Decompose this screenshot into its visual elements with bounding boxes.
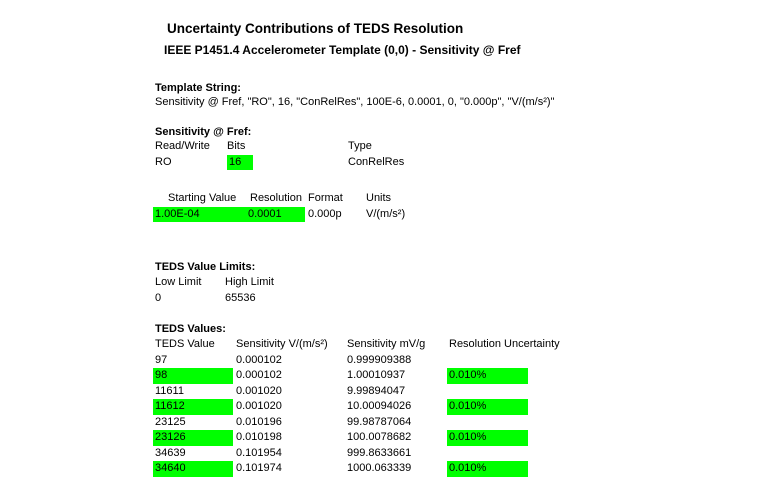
sensitivity-mvg-cell: 999.8633661 bbox=[347, 446, 412, 459]
col-read-write: Read/Write bbox=[155, 140, 210, 152]
col-teds-value: TEDS Value bbox=[155, 338, 215, 350]
sensitivity-heading: Sensitivity @ Fref: bbox=[155, 126, 252, 138]
teds-value-cell: 23125 bbox=[155, 415, 186, 428]
sensitivity-mvg-cell: 1000.063339 bbox=[347, 462, 412, 474]
template-string-heading: Template String: bbox=[155, 82, 241, 94]
teds-value-cell-highlighted: 98 bbox=[153, 368, 233, 384]
limits-heading: TEDS Value Limits: bbox=[155, 261, 256, 273]
high-limit-value: 65536 bbox=[225, 291, 256, 304]
type-value: ConRelRes bbox=[348, 155, 405, 168]
sensitivity-mvg-cell: 99.98787064 bbox=[347, 415, 412, 428]
resolution-table bbox=[153, 191, 473, 222]
limits-value-row bbox=[155, 291, 355, 307]
sensitivity-mvg-cell: 10.00094026 bbox=[347, 400, 412, 412]
limits-header-row bbox=[155, 275, 355, 291]
starting-value: 1.00E-04 bbox=[155, 207, 200, 220]
sensitivity-mvg-cell: 9.99894047 bbox=[347, 384, 406, 397]
col-bits: Bits bbox=[227, 140, 246, 152]
teds-values-heading: TEDS Values: bbox=[155, 323, 226, 335]
sensitivity-si-cell: 0.010198 bbox=[236, 431, 282, 443]
sensitivity-mvg-cell: 0.999909388 bbox=[347, 353, 412, 366]
col-high-limit: High Limit bbox=[225, 276, 274, 288]
table-row bbox=[153, 415, 623, 431]
col-format: Format bbox=[308, 192, 343, 204]
sensitivity-si-cell: 0.001020 bbox=[236, 400, 282, 412]
sensitivity-si-cell: 0.001020 bbox=[236, 384, 282, 397]
teds-value-cell: 34639 bbox=[155, 446, 186, 459]
sensitivity-si-cell: 0.000102 bbox=[236, 369, 282, 381]
uncertainty-cell-highlighted: 0.010% bbox=[447, 430, 528, 446]
col-low-limit: Low Limit bbox=[155, 276, 202, 288]
resolution-value: 0.0001 bbox=[248, 207, 282, 220]
teds-value-cell: 97 bbox=[155, 353, 168, 366]
template-string-value: Sensitivity @ Fref, "RO", 16, "ConRelRes", 100E-6, 0.0001, 0, "0.000p", "V/(m/s²)" bbox=[155, 96, 555, 108]
sensitivity-table bbox=[155, 139, 475, 170]
resolution-header-row bbox=[153, 191, 473, 207]
col-starting-value: Starting Value bbox=[168, 192, 237, 204]
teds-value-cell-highlighted: 34640 bbox=[153, 461, 233, 477]
table-row bbox=[153, 384, 623, 400]
sensitivity-si-cell: 0.101954 bbox=[236, 446, 282, 459]
low-limit-value: 0 bbox=[155, 291, 162, 304]
resolution-value-row bbox=[153, 207, 473, 223]
table-row bbox=[153, 353, 623, 369]
teds-value-cell: 11611 bbox=[155, 384, 184, 397]
sensitivity-mvg-cell: 100.0078682 bbox=[347, 431, 412, 443]
sensitivity-value-row bbox=[155, 155, 475, 171]
uncertainty-cell-highlighted: 0.010% bbox=[447, 461, 528, 477]
uncertainty-cell-highlighted: 0.010% bbox=[447, 399, 528, 415]
sensitivity-si-cell: 0.000102 bbox=[236, 353, 282, 366]
format-value: 0.000p bbox=[308, 207, 342, 220]
table-row bbox=[153, 399, 623, 415]
page-subtitle: IEEE P1451.4 Accelerometer Template (0,0) - Sensitivity @ Fref bbox=[164, 43, 521, 57]
bits-value-highlighted: 16 bbox=[227, 155, 253, 171]
sensitivity-mvg-cell: 1.00010937 bbox=[347, 369, 406, 381]
table-row bbox=[153, 430, 623, 446]
table-row bbox=[153, 461, 623, 477]
page-title: Uncertainty Contributions of TEDS Resolution bbox=[167, 21, 464, 36]
col-sensitivity-si: Sensitivity V/(m/s²) bbox=[236, 338, 328, 350]
sensitivity-header-row bbox=[155, 139, 475, 155]
sensitivity-si-cell: 0.010196 bbox=[236, 415, 282, 428]
table-row bbox=[153, 446, 623, 462]
teds-values-header-row bbox=[153, 337, 623, 353]
col-units: Units bbox=[366, 192, 392, 204]
teds-value-cell-highlighted: 11612 bbox=[153, 399, 233, 415]
col-resolution: Resolution bbox=[250, 192, 302, 204]
teds-value-cell-highlighted: 23126 bbox=[153, 430, 233, 446]
uncertainty-cell-highlighted: 0.010% bbox=[447, 368, 528, 384]
col-resolution-uncertainty: Resolution Uncertainty bbox=[449, 338, 560, 350]
units-value: V/(m/s²) bbox=[366, 207, 406, 220]
teds-values-table bbox=[153, 337, 623, 477]
limits-table bbox=[155, 275, 355, 306]
col-sensitivity-mvg: Sensitivity mV/g bbox=[347, 338, 426, 350]
read-write-value: RO bbox=[155, 155, 172, 168]
col-type: Type bbox=[348, 140, 372, 152]
sensitivity-si-cell: 0.101974 bbox=[236, 462, 282, 474]
table-row bbox=[153, 368, 623, 384]
